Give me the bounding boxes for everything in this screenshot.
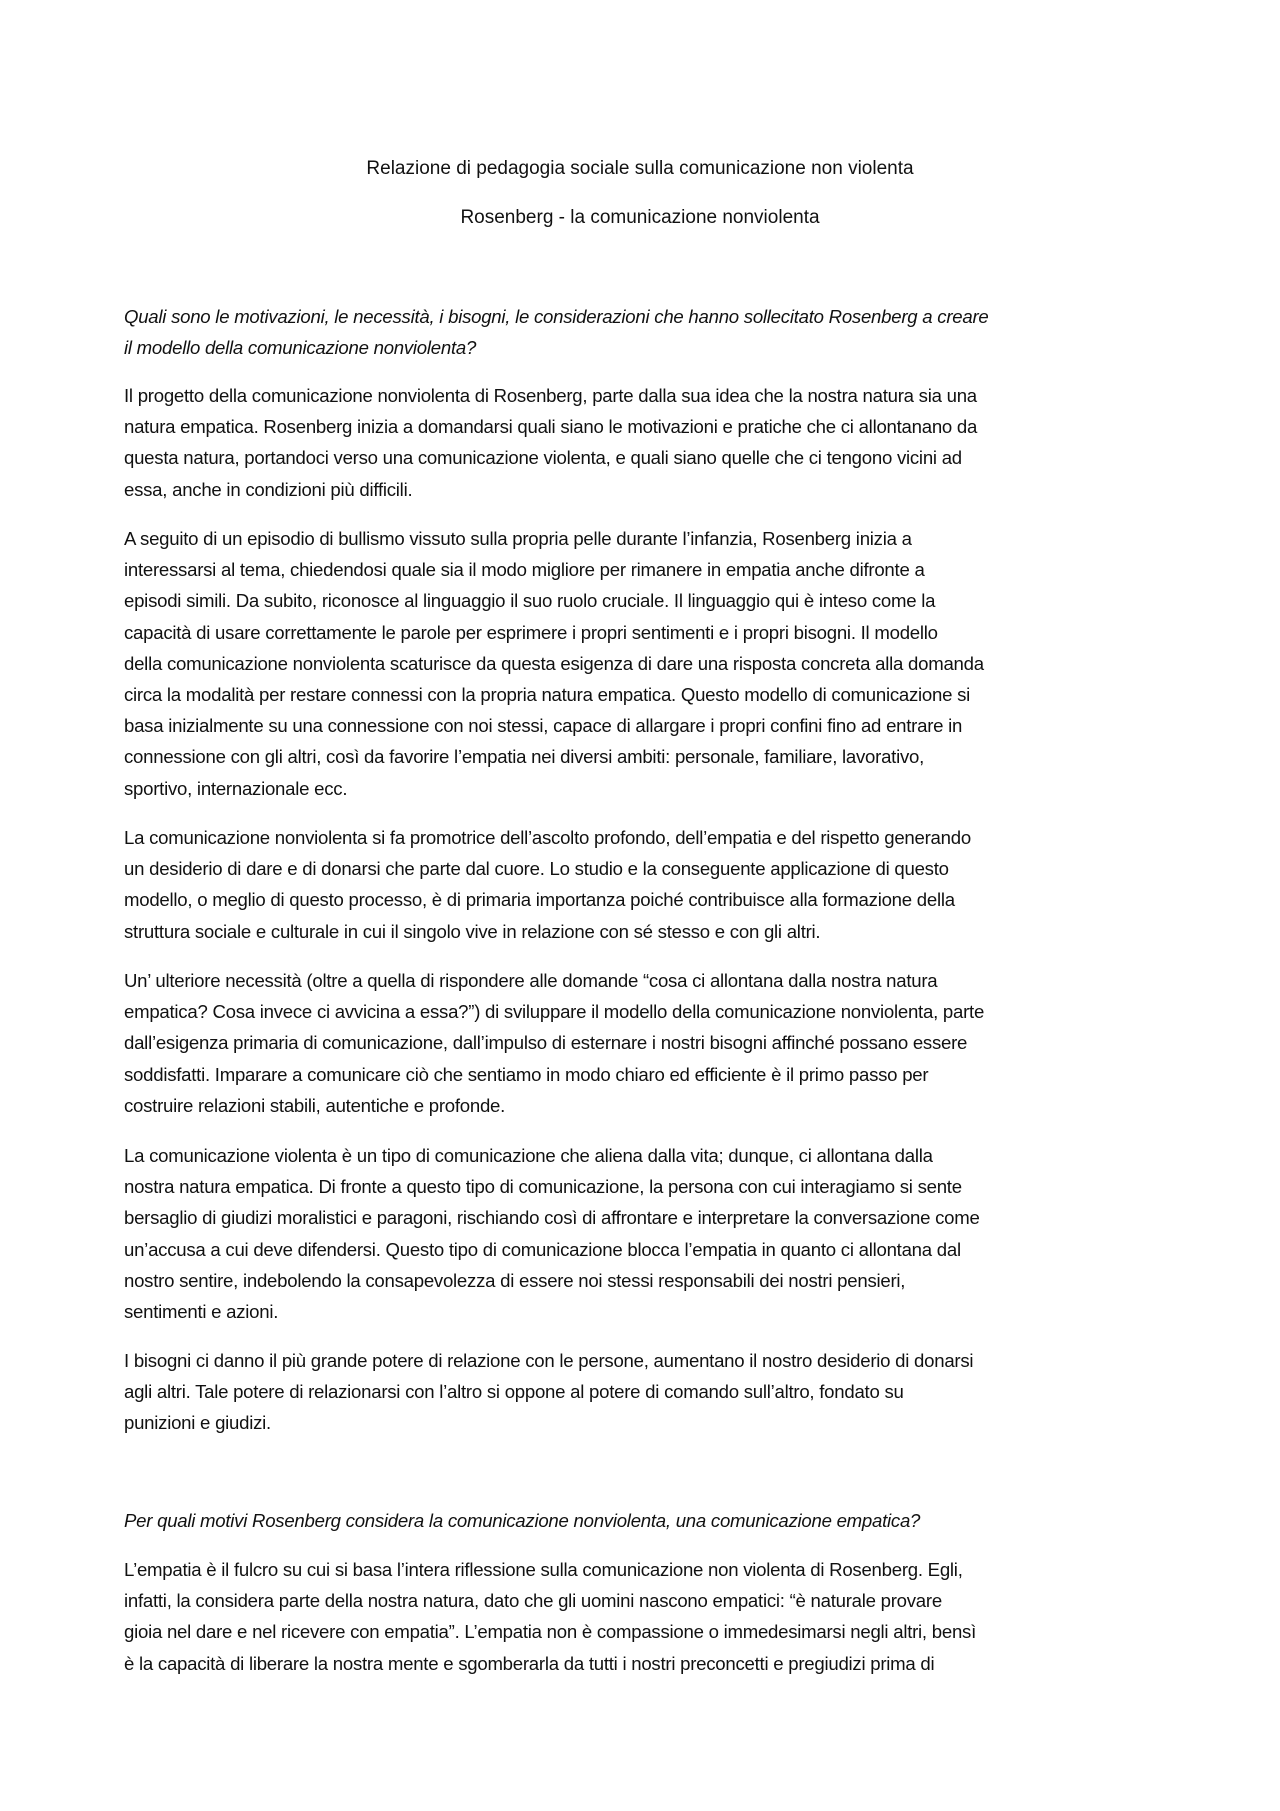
text-line: I bisogni ci danno il più grande potere di relazione con le persone, aumentano il nostro desiderio di donarsi xyxy=(124,1350,974,1371)
text-line: un desiderio di dare e di donarsi che parte dal cuore. Lo studio e la conseguente applicazione di questo xyxy=(124,858,949,880)
text-line: circa la modalità per restare connessi con la propria natura empatica. Questo modello di comunicazione si xyxy=(124,684,971,706)
text-line: modello, o meglio di questo processo, è di primaria importanza poiché contribuisce alla formazione della xyxy=(124,889,955,911)
text-line: A seguito di un episodio di bullismo vissuto sulla propria pelle durante l’infanzia, Rosenberg inizia a xyxy=(124,528,912,549)
document-title: Relazione di pedagogia sociale sulla comunicazione non violenta xyxy=(366,158,914,179)
text-line: sentimenti e azioni. xyxy=(124,1301,279,1323)
text-line: punizioni e giudizi. xyxy=(124,1412,271,1434)
text-line: è la capacità di liberare la nostra mente e sgomberarla da tutti i nostri preconcetti e pregiudizi prima di xyxy=(124,1652,935,1674)
text-line: agli altri. Tale potere di relazionarsi con l’altro si oppone al potere di comando sull’altro, fondato su xyxy=(124,1381,904,1403)
text-line: nostro sentire, indebolendo la consapevolezza di essere noi stessi responsabili dei nostri pensieri, xyxy=(124,1269,906,1291)
text-line: struttura sociale e culturale in cui il singolo vive in relazione con sé stesso e con gli altri. xyxy=(124,920,821,942)
text-line: basa inizialmente su una connessione con noi stessi, capace di allargare i propri confini fino ad entrare in xyxy=(124,715,963,737)
text-line: Quali sono le motivazioni, le necessità, i bisogni, le considerazioni che hanno sollecitato Rosenberg a creare xyxy=(124,306,989,327)
text-line: Un’ ulteriore necessità (oltre a quella di rispondere alle domande “cosa ci allontana dalla nostra natura xyxy=(124,970,938,991)
text-line: episodi simili. Da subito, riconosce al linguaggio il suo ruolo cruciale. Il linguaggio qui è inteso come la xyxy=(124,590,936,612)
question-heading xyxy=(124,1505,1184,1536)
text-line: questa natura, portandoci verso una comunicazione violenta, e quali siano quelle che ci tengono vicini ad xyxy=(124,447,962,469)
paragraph xyxy=(124,822,1184,947)
text-line: gioia nel dare e nel ricevere con empatia”. L’empatia non è compassione o immedesimarsi negli altri, bensì xyxy=(124,1621,976,1643)
text-line: costruire relazioni stabili, autentiche e profonde. xyxy=(124,1094,506,1116)
text-line: un’accusa a cui deve difendersi. Questo tipo di comunicazione blocca l’empatia in quanto ci allontana dal xyxy=(124,1238,961,1260)
text-line: Per quali motivi Rosenberg considera la comunicazione nonviolenta, una comunicazione empatica? xyxy=(124,1510,921,1531)
text-line: soddisfatti. Imparare a comunicare ciò che sentiamo in modo chiaro ed efficiente è il primo passo per xyxy=(124,1063,929,1085)
text-line: capacità di usare correttamente le parole per esprimere i propri sentimenti e i propri bisogni. Il modello xyxy=(124,621,938,643)
paragraph xyxy=(124,1140,1184,1327)
text-line: La comunicazione violenta è un tipo di comunicazione che aliena dalla vita; dunque, ci allontana dalla xyxy=(124,1145,933,1166)
text-line: Il progetto della comunicazione nonviolenta di Rosenberg, parte dalla sua idea che la nostra natura sia una xyxy=(124,385,977,406)
text-line: connessione con gli altri, così da favorire l’empatia nei diversi ambiti: personale, familiare, lavorativo, xyxy=(124,746,925,768)
text-line: empatica? Cosa invece ci avvicina a essa?”) di sviluppare il modello della comunicazione nonviolenta, parte xyxy=(124,1001,985,1023)
text-line: essa, anche in condizioni più difficili. xyxy=(124,478,413,500)
text-line: sportivo, internazionale ecc. xyxy=(124,777,348,799)
text-line: nostra natura empatica. Di fronte a questo tipo di comunicazione, la persona con cui interagiamo si sente xyxy=(124,1176,962,1198)
paragraph xyxy=(124,380,1184,505)
text-line: L’empatia è il fulcro su cui si basa l’intera riflessione sulla comunicazione non violenta di Rosenberg. Egli, xyxy=(124,1559,963,1580)
text-line: della comunicazione nonviolenta scaturisce da questa esigenza di dare una risposta concreta alla domanda xyxy=(124,652,984,674)
text-line: natura empatica. Rosenberg inizia a domandarsi quali siano le motivazioni e pratiche che ci allontanano da xyxy=(124,416,978,438)
question-heading xyxy=(124,301,1184,363)
paragraph xyxy=(124,1345,1184,1439)
text-line: il modello della comunicazione nonviolenta? xyxy=(124,337,477,359)
paragraph xyxy=(124,1554,1184,1679)
text-line: interessarsi al tema, chiedendosi quale sia il modo migliore per rimanere in empatia anche difronte a xyxy=(124,559,925,581)
text-line: La comunicazione nonviolenta si fa promotrice dell’ascolto profondo, dell’empatia e del rispetto generando xyxy=(124,827,971,848)
paragraph xyxy=(124,965,1184,1121)
paragraph xyxy=(124,523,1184,804)
text-line: dall’esigenza primaria di comunicazione, dall’impulso di esternare i nostri bisogni affinché possano essere xyxy=(124,1032,968,1054)
text-line: infatti, la considera parte della nostra natura, dato che gli uomini nascono empatici: “è naturale provare xyxy=(124,1590,942,1612)
text-line: bersaglio di giudizi moralistici e paragoni, rischiando così di affrontare e interpretare la conversazione come xyxy=(124,1207,980,1229)
document-subtitle: Rosenberg - la comunicazione nonviolenta xyxy=(460,207,820,228)
